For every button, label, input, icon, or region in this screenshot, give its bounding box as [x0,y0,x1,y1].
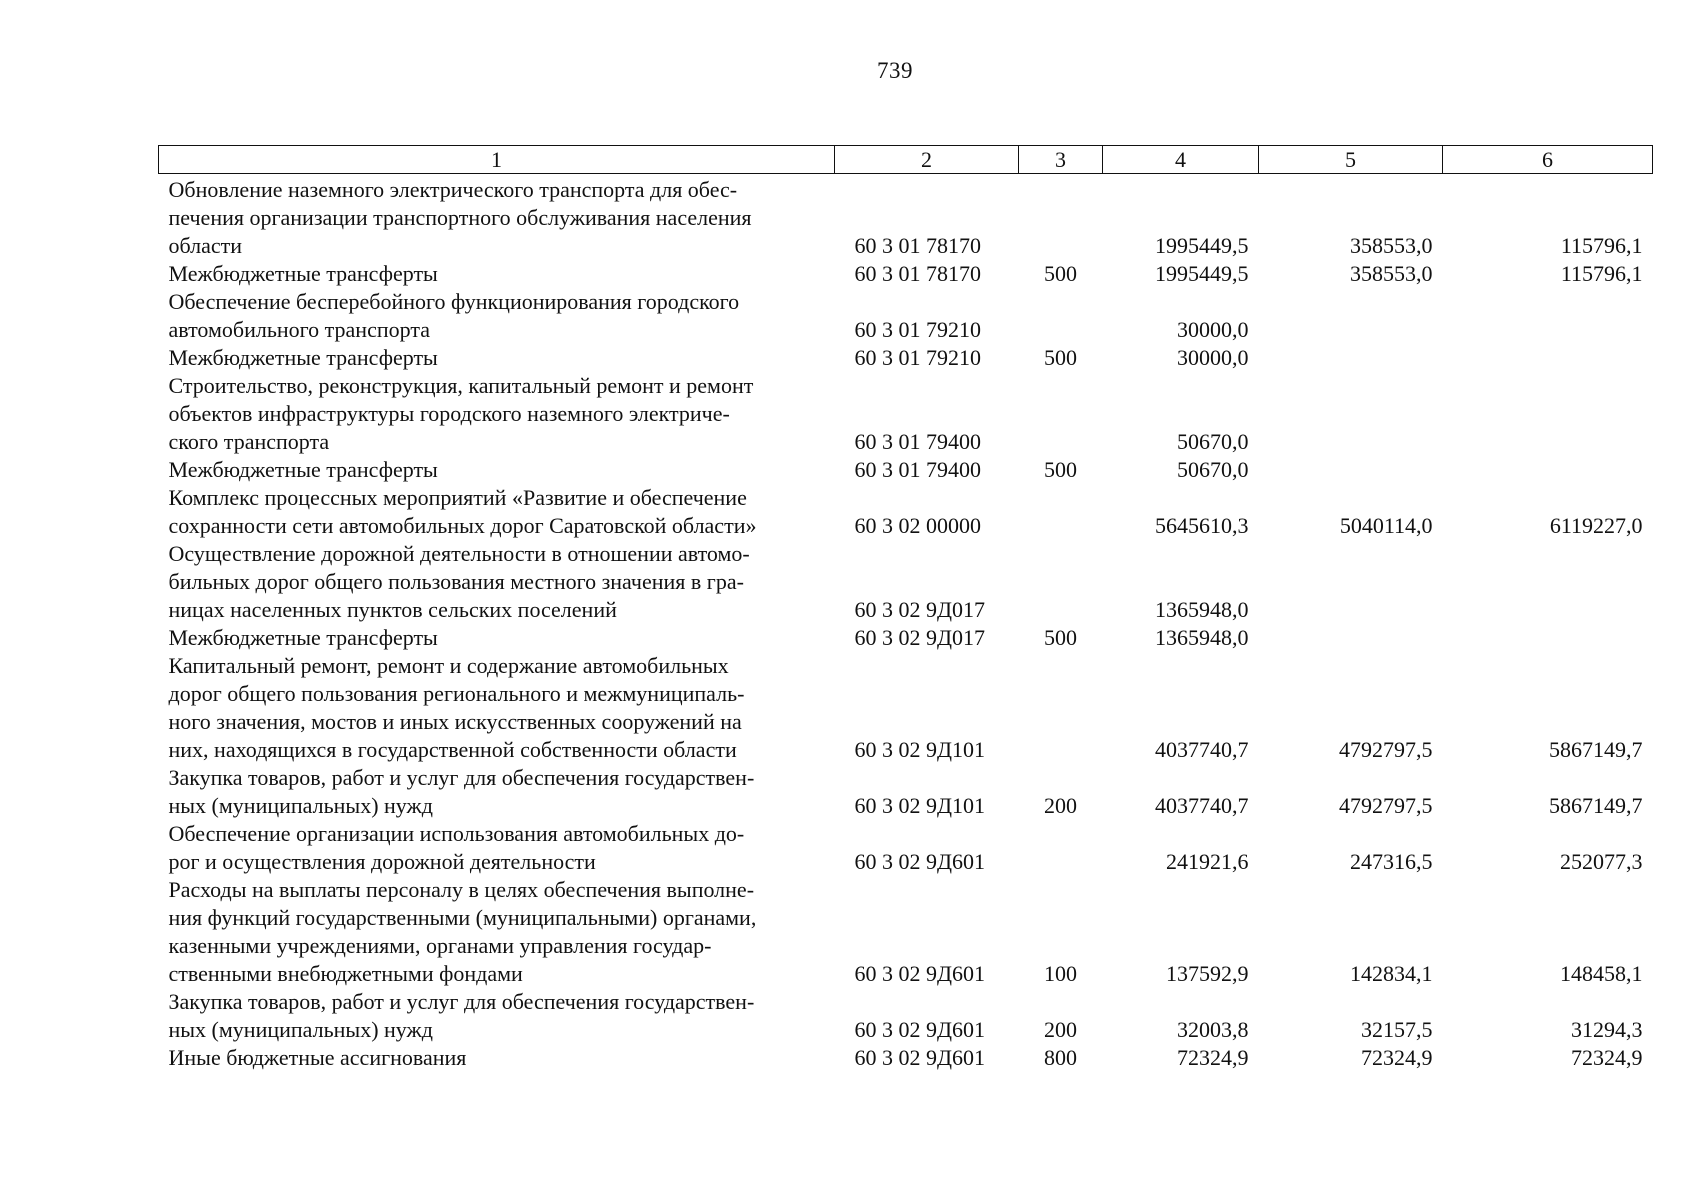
description-line: Межбюджетные трансферты [168,625,438,650]
row-value-col6: 115796,1 [1560,233,1643,258]
table-row [159,652,1653,764]
description-line: Обновление наземного электрического транспорта для обес- [168,177,738,202]
row-value-col6 [1443,456,1653,484]
row-expense-type: 500 [1044,345,1077,370]
description-line: дорог общего пользования регионального и межмуниципаль- [168,681,745,706]
description-line: казенными учреждениями, органами управления государ- [168,933,712,958]
row-code: 60 3 02 9Д101 [854,793,986,818]
description-line: ных (муниципальных) нужд [168,1017,433,1042]
row-code: 60 3 02 9Д017 [854,597,986,622]
description-line: Иные бюджетные ассигнования [168,1045,467,1070]
row-code: 60 3 01 79400 [854,457,981,482]
table-row [159,624,1653,652]
row-code: 60 3 02 9Д601 [854,1017,986,1042]
row-value-col6: 6119227,0 [1549,513,1643,538]
row-value-col5 [1259,456,1443,484]
header-row [159,146,1653,174]
row-value-col4: 50670,0 [1177,429,1249,454]
row-value-col6 [1443,540,1653,624]
row-value-col5: 358553,0 [1350,233,1433,258]
row-value-col4: 1995449,5 [1155,233,1249,258]
row-expense-type: 100 [1044,961,1077,986]
row-description [159,652,835,764]
table-body [159,174,1653,1073]
row-value-col5 [1259,624,1443,652]
row-value-col5: 4792797,5 [1339,737,1433,762]
description-line: Обеспечение организации использования автомобильных до- [168,821,745,846]
row-code: 60 3 01 79210 [854,345,981,370]
description-line: рог и осуществления дорожной деятельности [168,849,596,874]
table-row [159,288,1653,344]
row-value-col5: 32157,5 [1361,1017,1433,1042]
row-value-col5: 4792797,5 [1339,793,1433,818]
row-description [159,260,835,288]
row-description [159,764,835,820]
row-expense-type [1019,372,1103,456]
row-value-col4: 1365948,0 [1155,625,1249,650]
row-value-col6 [1443,288,1653,344]
row-value-col5: 358553,0 [1350,261,1433,286]
budget-table [158,145,1653,1072]
row-expense-type [1019,484,1103,540]
row-value-col4: 32003,8 [1177,1017,1249,1042]
table-row [159,174,1653,261]
row-value-col4: 50670,0 [1177,457,1249,482]
header-col-2: 2 [835,146,1019,174]
description-line: Расходы на выплаты персоналу в целях обеспечения выполне- [168,877,755,902]
row-expense-type: 200 [1044,1017,1077,1042]
row-value-col4: 4037740,7 [1155,793,1249,818]
header-col-4: 4 [1103,146,1259,174]
row-value-col5 [1259,288,1443,344]
row-code: 60 3 01 78170 [854,261,981,286]
row-expense-type: 200 [1044,793,1077,818]
header-col-6: 6 [1443,146,1653,174]
description-line: Закупка товаров, работ и услуг для обеспечения государствен- [168,765,755,790]
description-line: печения организации транспортного обслуживания населения [168,205,752,230]
row-description [159,344,835,372]
row-value-col4: 30000,0 [1177,345,1249,370]
table-row [159,260,1653,288]
row-code: 60 3 01 78170 [854,233,981,258]
row-description [159,820,835,876]
table-row [159,456,1653,484]
description-line: Комплекс процессных мероприятий «Развитие и обеспечение [168,485,747,510]
page-number: 739 [877,58,913,83]
table-row [159,876,1653,988]
row-code: 60 3 02 00000 [854,513,981,538]
table-row [159,484,1653,540]
row-value-col5 [1259,540,1443,624]
table-row [159,1044,1653,1072]
row-value-col5: 5040114,0 [1339,513,1433,538]
table-row [159,372,1653,456]
row-value-col5: 142834,1 [1350,961,1433,986]
row-description [159,988,835,1044]
description-line: ственными внебюджетными фондами [168,961,523,986]
description-line: Капитальный ремонт, ремонт и содержание автомобильных [168,653,729,678]
budget-table-container [158,145,1652,1072]
row-expense-type: 500 [1044,625,1077,650]
description-line: Осуществление дорожной деятельности в отношении автомо- [168,541,750,566]
description-line: Закупка товаров, работ и услуг для обеспечения государствен- [168,989,755,1014]
row-value-col6: 72324,9 [1571,1045,1643,1070]
row-value-col6: 115796,1 [1560,261,1643,286]
row-value-col6: 5867149,7 [1549,793,1643,818]
row-code: 60 3 01 79400 [854,429,981,454]
row-code: 60 3 02 9Д601 [854,961,986,986]
table-row [159,820,1653,876]
description-line: автомобильного транспорта [168,317,430,342]
row-code: 60 3 02 9Д017 [854,625,986,650]
row-value-col4: 5645610,3 [1155,513,1249,538]
row-description [159,456,835,484]
row-description [159,288,835,344]
description-line: ния функций государственными (муниципальными) органами, [168,905,757,930]
row-description [159,372,835,456]
row-expense-type [1019,540,1103,624]
table-row [159,764,1653,820]
row-code: 60 3 01 79210 [854,317,981,342]
row-description [159,624,835,652]
row-expense-type [1019,820,1103,876]
row-description [159,484,835,540]
row-expense-type: 500 [1044,261,1077,286]
table-row [159,344,1653,372]
row-expense-type [1019,174,1103,261]
table-row [159,988,1653,1044]
description-line: ского транспорта [168,429,330,454]
row-value-col4: 241921,6 [1166,849,1249,874]
description-line: Строительство, реконструкция, капитальный ремонт и ремонт [168,373,754,398]
row-value-col6 [1443,624,1653,652]
row-expense-type: 500 [1044,457,1077,482]
row-value-col4: 4037740,7 [1155,737,1249,762]
row-code: 60 3 02 9Д601 [854,849,986,874]
description-line: ного значения, мостов и иных искусственных сооружений на [168,709,742,734]
description-line: ных (муниципальных) нужд [168,793,433,818]
table-row [159,540,1653,624]
row-description [159,174,835,261]
row-expense-type: 800 [1044,1045,1077,1070]
header-col-3: 3 [1019,146,1103,174]
row-expense-type [1019,288,1103,344]
row-value-col4: 1365948,0 [1155,597,1249,622]
description-line: объектов инфраструктуры городского наземного электриче- [168,401,730,426]
row-code: 60 3 02 9Д601 [854,1045,986,1070]
row-value-col6: 148458,1 [1560,961,1643,986]
row-value-col5 [1259,372,1443,456]
row-value-col4: 137592,9 [1166,961,1249,986]
row-value-col6: 5867149,7 [1549,737,1643,762]
row-value-col5: 247316,5 [1350,849,1433,874]
table-header [159,146,1653,174]
row-description [159,540,835,624]
description-line: Межбюджетные трансферты [168,457,438,482]
row-value-col6 [1443,372,1653,456]
row-value-col4: 72324,9 [1177,1045,1249,1070]
description-line: Межбюджетные трансферты [168,345,438,370]
row-value-col6 [1443,344,1653,372]
description-line: Межбюджетные трансферты [168,261,438,286]
row-value-col4: 30000,0 [1177,317,1249,342]
row-description [159,876,835,988]
row-value-col5 [1259,344,1443,372]
row-code: 60 3 02 9Д101 [854,737,986,762]
row-value-col6: 31294,3 [1571,1017,1643,1042]
row-expense-type [1019,652,1103,764]
row-value-col6: 252077,3 [1560,849,1643,874]
row-value-col4: 1995449,5 [1155,261,1249,286]
description-line: сохранности сети автомобильных дорог Саратовской области» [168,513,757,538]
row-value-col5: 72324,9 [1361,1045,1433,1070]
description-line: них, находящихся в государственной собственности области [168,737,737,762]
header-col-5: 5 [1259,146,1443,174]
description-line: ницах населенных пунктов сельских поселений [168,597,617,622]
description-line: Обеспечение бесперебойного функционирования городского [168,289,740,314]
header-col-1: 1 [159,146,835,174]
description-line: бильных дорог общего пользования местного значения в гра- [168,569,744,594]
description-line: области [168,233,243,258]
row-description [159,1044,835,1072]
